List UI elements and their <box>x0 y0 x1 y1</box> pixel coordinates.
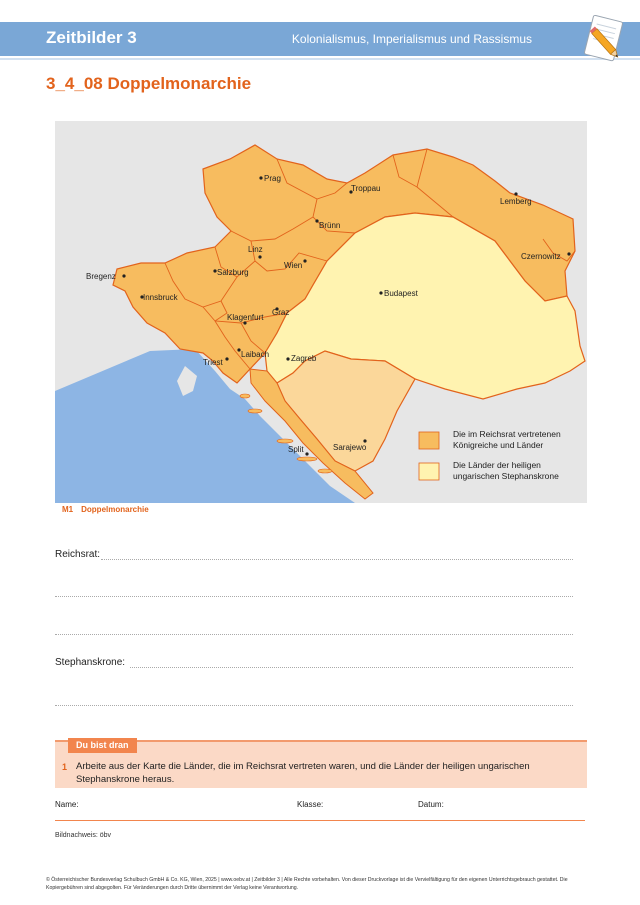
map-caption <box>62 505 149 514</box>
city-sarajewo: Sarajewo <box>333 443 367 452</box>
caption-number: M1 <box>62 505 74 514</box>
legend-line: Die Länder der heiligen <box>453 460 541 470</box>
city-czernowitz: Czernowitz <box>521 252 561 261</box>
city-split: Split <box>288 445 304 454</box>
answer-line[interactable] <box>55 596 573 597</box>
city-wien: Wien <box>284 261 303 270</box>
answer-line-reichsrat[interactable] <box>101 559 573 560</box>
worksheet-title: 3_4_08 Doppelmonarchie <box>46 74 252 93</box>
chapter-topic: Kolonialismus, Imperialismus und Rassismus <box>291 32 532 46</box>
answer-line[interactable] <box>55 634 573 635</box>
city-marker <box>225 357 228 360</box>
city-prag: Prag <box>264 174 281 183</box>
island <box>248 409 262 413</box>
name-rule[interactable] <box>55 820 585 821</box>
page-header <box>0 22 640 56</box>
city-innsbruck: Innsbruck <box>143 293 178 302</box>
answer-line[interactable] <box>55 705 573 706</box>
legend-swatch-stephanskrone <box>419 463 439 480</box>
legend-line: Die im Reichsrat vertretenen <box>453 429 561 439</box>
city-laibach: Laibach <box>241 350 270 359</box>
city-marker <box>303 259 306 262</box>
copyright-footer: © Österreichischer Bundesverlag Schulbuch GmbH & Co. KG, Wien, 2025 | www.oebv.at | Zeitbilder 3 | Alle Rechte vorbehalten. Von dieser Druckvorlage ist die Vervielfältigung für den eigenen Unterrichtsgebrauch gestattet. Die Kopiergebühren sind abgegolten. Für Veränderungen durch Dritte übernimmt der Verlag keine Verantwortung. <box>46 877 568 891</box>
city-marker <box>305 452 308 455</box>
island <box>318 469 332 473</box>
task-text: Arbeite aus der Karte die Länder, die im Reichsrat vertreten waren, und die Länder der heiligen ungarischen Stephanskrone heraus. <box>76 761 530 785</box>
answer-line-stephanskrone[interactable] <box>130 667 573 668</box>
city-budapest: Budapest <box>384 289 418 298</box>
city-salzburg: Salzburg <box>217 268 249 277</box>
task-number: 1 <box>62 762 68 772</box>
worksheet-pencil-icon <box>575 12 631 68</box>
klasse-label: Klasse: <box>297 800 324 809</box>
city-marker <box>258 255 261 258</box>
city-zagreb: Zagreb <box>291 354 317 363</box>
image-credit: Bildnachweis: öbv <box>55 832 112 839</box>
city-bruenn: Brünn <box>319 221 341 230</box>
doppelmonarchie-map <box>55 121 587 503</box>
legend-stephanskrone <box>453 460 559 481</box>
city-marker <box>286 357 289 360</box>
island <box>277 439 293 443</box>
reichsrat-label: Reichsrat: <box>55 549 101 560</box>
city-marker <box>259 176 262 179</box>
city-triest: Triest <box>203 358 223 367</box>
task-tab: Du bist dran <box>68 738 137 753</box>
city-graz: Graz <box>272 308 290 317</box>
name-label: Name: <box>55 800 79 809</box>
datum-label: Datum: <box>418 800 444 809</box>
island <box>240 394 250 398</box>
header-divider <box>0 58 640 60</box>
city-klagenfurt: Klagenfurt <box>227 313 264 322</box>
city-marker <box>567 252 570 255</box>
city-marker <box>122 274 125 277</box>
city-marker <box>514 192 517 195</box>
city-lemberg: Lemberg <box>500 197 532 206</box>
legend-line: Königreiche und Länder <box>453 440 544 450</box>
island <box>297 457 317 461</box>
caption-text: Doppelmonarchie <box>81 505 149 514</box>
legend-swatch-reichsrat <box>419 432 439 449</box>
city-marker <box>379 291 382 294</box>
city-linz: Linz <box>248 245 263 254</box>
city-troppau: Troppau <box>351 184 381 193</box>
legend-line: ungarischen Stephanskrone <box>453 471 559 481</box>
stephanskrone-label: Stephanskrone: <box>55 657 126 668</box>
book-title: Zeitbilder 3 <box>46 28 137 47</box>
city-bregenz: Bregenz <box>86 272 116 281</box>
